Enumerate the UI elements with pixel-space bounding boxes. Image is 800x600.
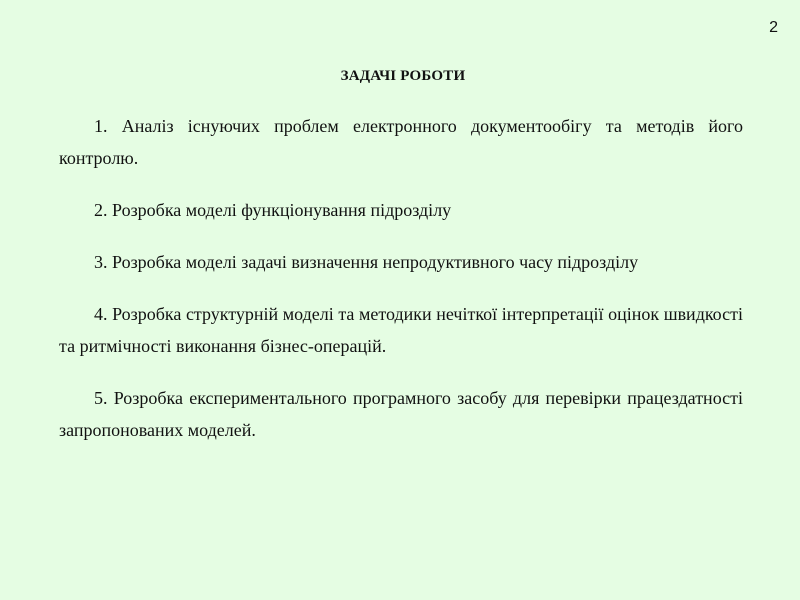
slide-title: ЗАДАЧІ РОБОТИ (340, 68, 466, 84)
task-item-2: 2. Розробка моделі функціонування підрозділу (94, 200, 452, 220)
task-item-1: 1. Аналіз існуючих проблем електронного документообігу та методів його контролю. (59, 116, 743, 168)
task-item-4: 4. Розробка структурній моделі та методики нечіткої інтерпретації оцінок швидкості та ритмічності виконання бізнес-операцій. (59, 304, 743, 356)
task-list (59, 110, 743, 466)
task-item-3: 3. Розробка моделі задачі визначення непродуктивного часу підрозділу (94, 252, 639, 272)
task-item-5: 5. Розробка експериментального програмного засобу для перевірки працездатності запропонованих моделей. (59, 388, 743, 440)
page-number: 2 (769, 19, 778, 36)
